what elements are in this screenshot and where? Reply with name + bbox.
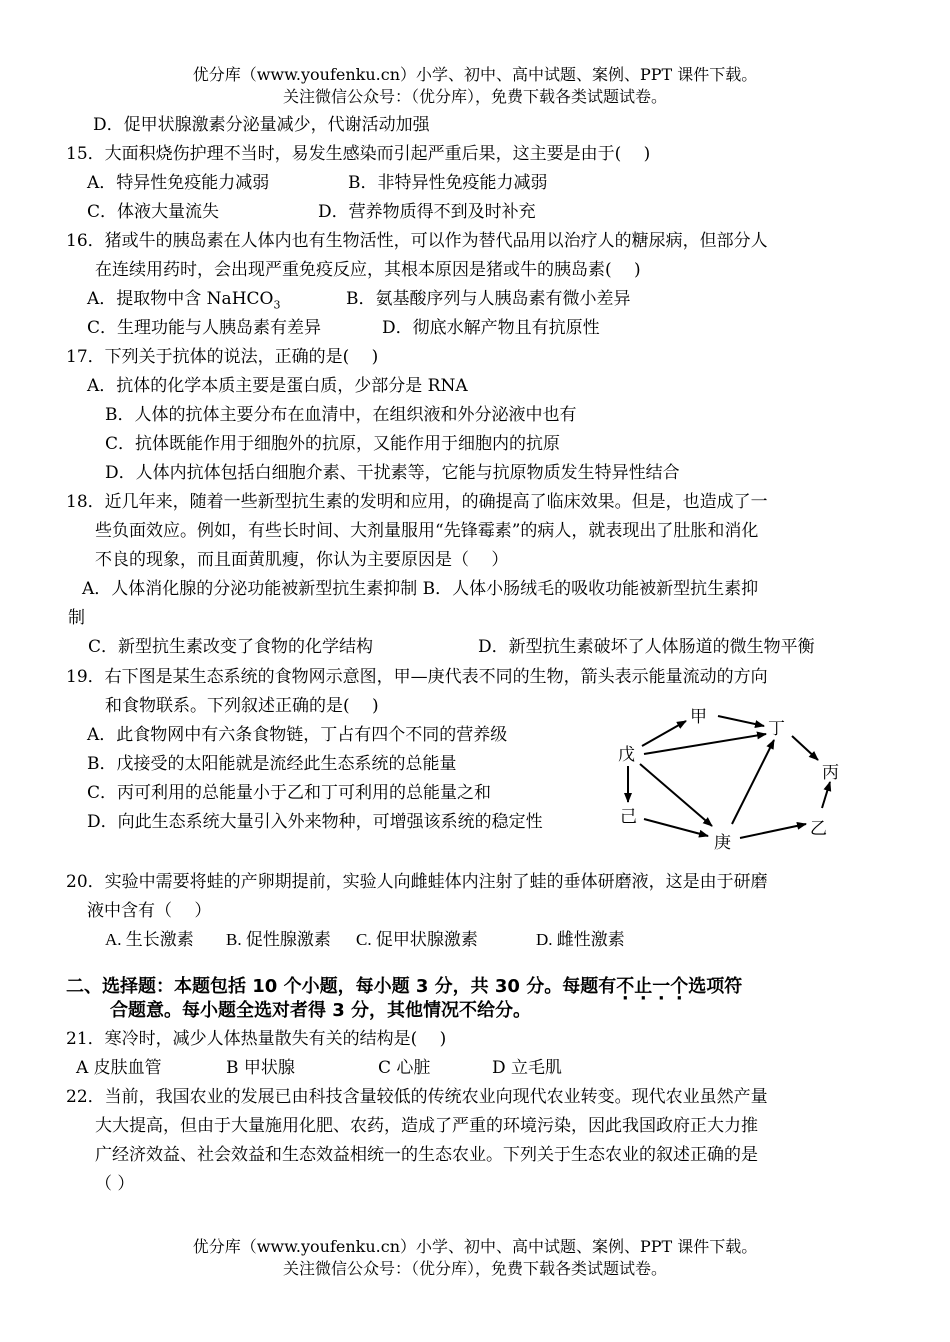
q19-option-a: A．此食物网中有六条食物链，丁占有四个不同的营养级 — [87, 725, 508, 745]
section-2-heading-line-2: 合题意。每小题全选对者得 3 分，其他情况不给分。 — [110, 1000, 532, 1021]
q15-option-d: D．营养物质得不到及时补充 — [318, 202, 536, 222]
q16-stem-1: 16．猪或牛的胰岛素在人体内也有生物活性，可以作为替代品用以治疗人的糖尿病，但部分人 — [66, 231, 768, 251]
q18-stem-2: 些负面效应。例如，有些长时间、大剂量服用“先锋霉素”的病人，就表现出了肚胀和消化 — [95, 521, 759, 541]
node-wu: 戊 — [618, 745, 635, 765]
node-geng: 庚 — [714, 833, 731, 853]
arrow-yi-to-bing — [822, 782, 830, 808]
q18-option-d: D．新型抗生素破坏了人体肠道的微生物平衡 — [478, 637, 815, 657]
q16-stem-2: 在连续用药时，会出现严重免疫反应，其根本原因是猪或牛的胰岛素( ) — [95, 260, 641, 280]
footer-line-2: 关注微信公众号：（优分库），免费下载各类试题试卷。 — [282, 1259, 667, 1278]
q16-option-b: B．氨基酸序列与人胰岛素有微小差异 — [346, 289, 631, 309]
footer-line-1: 优分库（www.youfenku.cn）小学、初中、高中试题、案例、PPT 课件下载。 — [192, 1237, 758, 1256]
q15-option-b: B．非特异性免疫能力减弱 — [348, 173, 548, 193]
q16-option-d: D．彻底水解产物且有抗原性 — [382, 318, 600, 338]
q18-option-ab: A．人体消化腺的分泌功能被新型抗生素抑制 B．人体小肠绒毛的吸收功能被新型抗生素抑 — [82, 579, 759, 599]
arrow-jia-to-ding — [718, 716, 764, 726]
food-web-diagram — [600, 696, 860, 860]
q21-stem: 21．寒冷时，减少人体热量散失有关的结构是( ) — [66, 1029, 447, 1049]
q17-option-c: C．抗体既能作用于细胞外的抗原，又能作用于细胞内的抗原 — [105, 434, 561, 454]
q16-option-c: C．生理功能与人胰岛素有差异 — [87, 318, 322, 338]
arrow-wu-to-ding — [644, 734, 766, 754]
arrow-ji-to-geng — [644, 819, 708, 836]
q14-option-d: D．促甲状腺激素分泌量减少，代谢活动加强 — [93, 115, 430, 135]
q20-option-d: D. 雌性激素 — [536, 930, 625, 949]
q20-stem-1: 20．实验中需要将蛙的产卵期提前，实验人向雌蛙体内注射了蛙的垂体研磨液，这是由于研磨 — [66, 872, 768, 892]
section-2-heading-line-1: 二、选择题：本题包括 10 个小题，每小题 3 分，共 30 分。每题有不止一个选项符 — [66, 976, 743, 997]
q20-option-b: B. 促性腺激素 — [226, 930, 331, 949]
q19-option-b: B．戊接受的太阳能就是流经此生态系统的总能量 — [87, 754, 457, 774]
q20-option-a: A. 生长激素 — [105, 930, 194, 949]
q18-stem-3: 不良的现象，而且面黄肌瘦，你认为主要原因是（ ） — [95, 550, 509, 570]
q19-stem-2: 和食物联系。下列叙述正确的是( ) — [105, 696, 379, 716]
arrow-geng-to-ding — [732, 740, 774, 824]
q19-option-c: C．丙可利用的总能量小于乙和丁可利用的总能量之和 — [87, 783, 492, 803]
q17-option-a: A．抗体的化学本质主要是蛋白质，少部分是 RNA — [87, 376, 468, 396]
q18-option-ab-wrap: 制 — [68, 608, 85, 628]
q17-option-d: D．人体内抗体包括白细胞介素、干扰素等，它能与抗原物质发生特异性结合 — [105, 463, 680, 483]
q16-option-a: A．提取物中含 NaHCO$_3$ — [87, 289, 281, 312]
header-line-2: 关注微信公众号：（优分库），免费下载各类试题试卷。 — [282, 87, 667, 106]
node-bing: 丙 — [822, 763, 839, 783]
q21-option-b: B 甲状腺 — [226, 1058, 295, 1078]
arrow-geng-to-yi — [740, 824, 806, 838]
q17-option-b: B．人体的抗体主要分布在血清中，在组织液和外分泌液中也有 — [105, 405, 577, 425]
header-line-1: 优分库（www.youfenku.cn）小学、初中、高中试题、案例、PPT 课件下载。 — [192, 65, 758, 84]
q17-stem: 17．下列关于抗体的说法，正确的是( ) — [66, 347, 379, 367]
node-yi: 乙 — [810, 819, 827, 839]
q21-option-d: D 立毛肌 — [492, 1058, 563, 1078]
arrow-wu-to-geng — [640, 764, 712, 826]
node-jia: 甲 — [690, 707, 707, 727]
q19-stem-1: 19．右下图是某生态系统的食物网示意图，甲—庚代表不同的生物，箭头表示能量流动的方向 — [66, 667, 768, 687]
node-ding: 丁 — [768, 719, 785, 739]
arrow-ding-to-bing — [792, 736, 818, 760]
q19-option-d: D．向此生态系统大量引入外来物种，可增强该系统的稳定性 — [87, 812, 543, 832]
q18-stem-1: 18．近几年来，随着一些新型抗生素的发明和应用，的确提高了临床效果。但是，也造成了一 — [66, 492, 768, 512]
q15-option-a: A．特异性免疫能力减弱 — [87, 173, 270, 193]
q20-option-c: C. 促甲状腺激素 — [356, 930, 478, 949]
node-ji: 己 — [620, 807, 637, 827]
q20-stem-2: 液中含有（ ） — [87, 901, 212, 921]
q15-stem: 15．大面积烧伤护理不当时，易发生感染而引起严重后果，这主要是由于( ) — [66, 144, 651, 164]
q22-stem-4: （ ） — [95, 1174, 135, 1194]
q18-option-c: C．新型抗生素改变了食物的化学结构 — [88, 637, 374, 657]
q21-option-c: C 心脏 — [378, 1058, 431, 1078]
q15-option-c: C．体液大量流失 — [87, 202, 220, 222]
q21-option-a: A 皮肤血管 — [76, 1058, 162, 1078]
arrow-wu-to-jia — [642, 721, 686, 746]
q22-stem-3: 广经济效益、社会效益和生态效益相统一的生态农业。下列关于生态农业的叙述正确的是 — [95, 1145, 758, 1165]
q16-option-a-subscript: 3 — [273, 298, 281, 312]
q22-stem-2: 大大提高，但由于大量施用化肥、农药，造成了严重的环境污染，因此我国政府正大力推 — [95, 1116, 758, 1136]
q22-stem-1: 22．当前，我国农业的发展已由科技含量较低的传统农业向现代农业转变。现代农业虽然产量 — [66, 1087, 768, 1107]
